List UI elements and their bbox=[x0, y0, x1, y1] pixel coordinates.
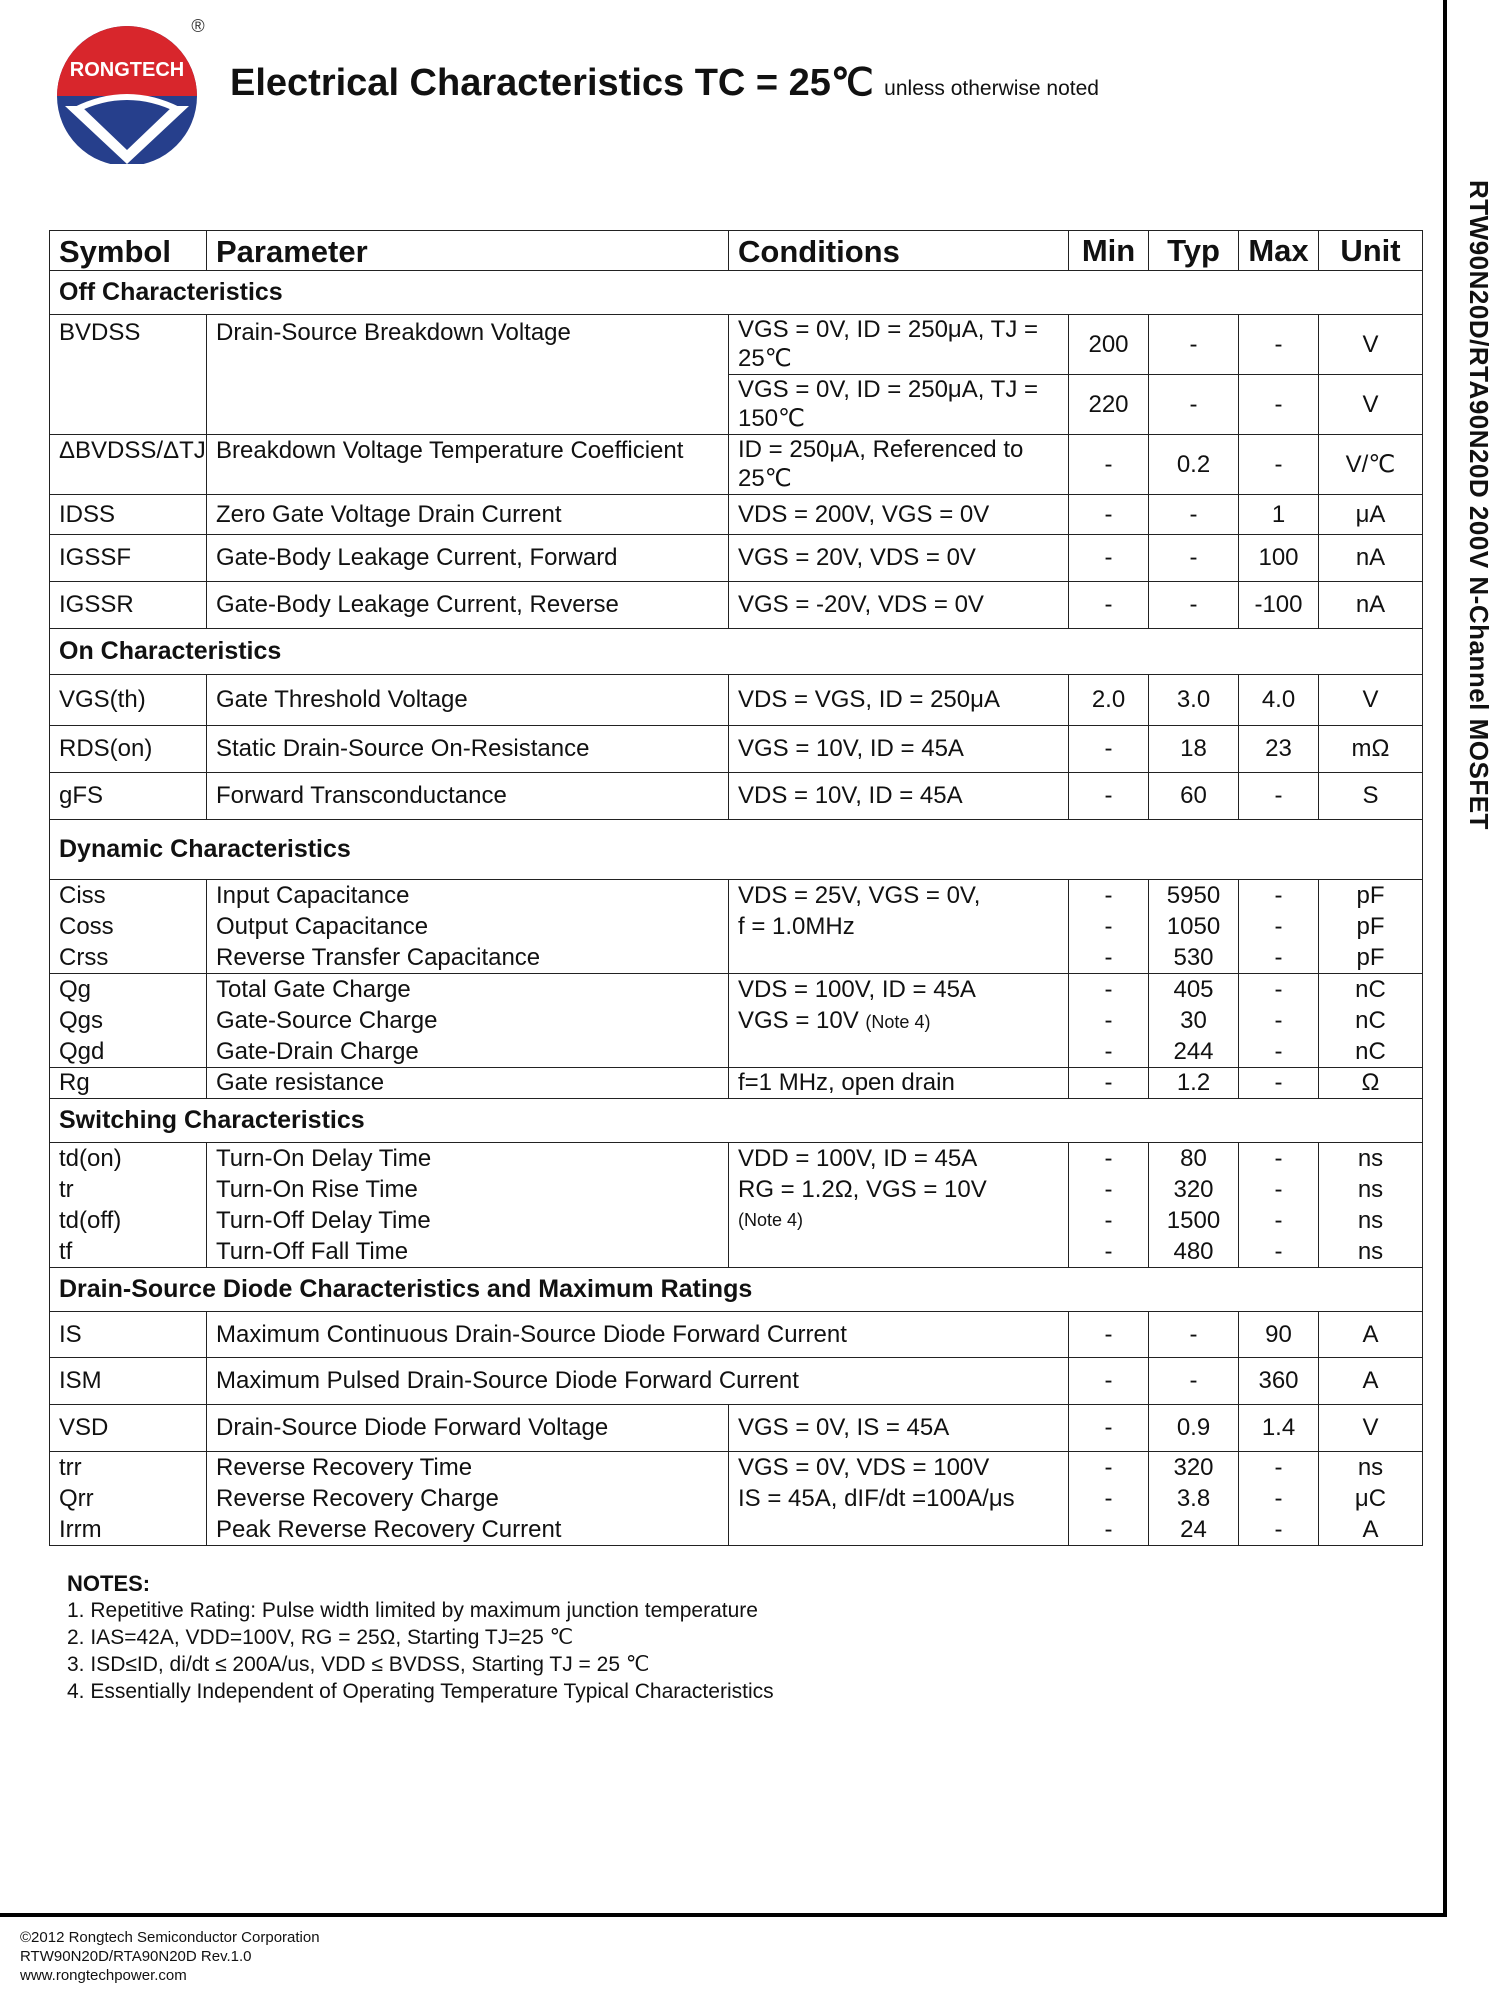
symbol-line: Qrr bbox=[59, 1485, 94, 1512]
condition-cell: ID = 250μA, Referenced to 25℃ bbox=[729, 435, 1069, 495]
max-cell: 1 bbox=[1239, 495, 1319, 535]
unit-cell: V bbox=[1319, 315, 1423, 375]
unit-cell: mΩ bbox=[1319, 726, 1423, 773]
condition-cell bbox=[729, 974, 1069, 1068]
min-cell: 2.0 bbox=[1069, 675, 1149, 726]
condition-cell: f=1 MHz, open drain bbox=[729, 1068, 1069, 1099]
parameter-cell: Gate Threshold Voltage bbox=[207, 675, 729, 726]
section-row bbox=[50, 1099, 1423, 1143]
parameter-cell bbox=[207, 1452, 729, 1546]
note-item: 3. ISD≤ID, di/dt ≤ 200A/us, VDD ≤ BVDSS, Starting TJ = 25 ℃ bbox=[67, 1653, 650, 1676]
footer bbox=[20, 1928, 320, 1985]
max-value: - bbox=[1274, 944, 1283, 971]
parameter-cell: Zero Gate Voltage Drain Current bbox=[207, 495, 729, 535]
max-cell: - bbox=[1239, 773, 1319, 820]
condition-note: (Note 4) bbox=[865, 1012, 931, 1032]
min-value: - bbox=[1104, 1176, 1113, 1203]
max-cell: 23 bbox=[1239, 726, 1319, 773]
parameter-line: Input Capacitance bbox=[216, 882, 410, 909]
min-cell: - bbox=[1069, 1358, 1149, 1405]
condition-line: VDD = 100V, ID = 45A bbox=[738, 1145, 978, 1172]
typ-cell: - bbox=[1149, 582, 1239, 629]
min-value: - bbox=[1104, 913, 1113, 940]
symbol-cell: VGS(th) bbox=[50, 675, 207, 726]
unit-value: nC bbox=[1355, 1038, 1386, 1065]
condition-line: RG = 1.2Ω, VGS = 10V bbox=[738, 1176, 987, 1203]
min-cell bbox=[1069, 974, 1149, 1068]
max-cell: - bbox=[1239, 315, 1319, 375]
condition-cell: VGS = 0V, ID = 250μA, TJ = 25℃ bbox=[729, 315, 1069, 375]
unit-cell: S bbox=[1319, 773, 1423, 820]
max-value: - bbox=[1274, 1145, 1283, 1172]
notes-title: NOTES: bbox=[67, 1571, 151, 1596]
typ-value: 320 bbox=[1173, 1176, 1214, 1203]
symbol-cell: gFS bbox=[50, 773, 207, 820]
typ-value: 320 bbox=[1173, 1454, 1214, 1481]
unit-cell bbox=[1319, 1143, 1423, 1268]
condition-cell: VGS = -20V, VDS = 0V bbox=[729, 582, 1069, 629]
symbol-cell: Rg bbox=[50, 1068, 207, 1099]
section-switching: Switching Characteristics bbox=[50, 1099, 1423, 1143]
symbol-cell bbox=[50, 1452, 207, 1546]
typ-value: 1050 bbox=[1166, 913, 1221, 940]
section-row bbox=[50, 271, 1423, 315]
symbol-cell bbox=[50, 1143, 207, 1268]
footer-copyright: ©2012 Rongtech Semiconductor Corporation bbox=[20, 1929, 320, 1946]
note-item: 1. Repetitive Rating: Pulse width limited by maximum junction temperature bbox=[67, 1599, 758, 1622]
condition-line: f = 1.0MHz bbox=[738, 913, 855, 940]
condition-cell bbox=[729, 880, 1069, 974]
parameter-cell: Maximum Continuous Drain-Source Diode Forward Current bbox=[207, 1312, 1069, 1358]
title-main: Electrical Characteristics TC = 25℃ bbox=[230, 62, 874, 104]
typ-cell: - bbox=[1149, 1312, 1239, 1358]
typ-cell bbox=[1149, 1143, 1239, 1268]
symbol-cell: ΔBVDSS/ΔTJ bbox=[50, 435, 207, 495]
typ-value: 3.8 bbox=[1176, 1485, 1211, 1512]
symbol-cell: ISM bbox=[50, 1358, 207, 1405]
min-cell: - bbox=[1069, 582, 1149, 629]
parameter-line: Turn-Off Delay Time bbox=[216, 1207, 431, 1234]
table-header-row bbox=[50, 231, 1423, 271]
footer-revision: RTW90N20D/RTA90N20D Rev.1.0 bbox=[20, 1948, 252, 1965]
condition-line: VGS = 0V, VDS = 100V bbox=[738, 1454, 990, 1481]
unit-value: pF bbox=[1356, 944, 1385, 971]
max-cell bbox=[1239, 1452, 1319, 1546]
unit-value: nC bbox=[1355, 1007, 1386, 1034]
max-cell: 360 bbox=[1239, 1358, 1319, 1405]
parameter-line: Reverse Transfer Capacitance bbox=[216, 944, 541, 971]
table-row bbox=[50, 535, 1423, 582]
symbol-cell: BVDSS bbox=[50, 315, 207, 435]
max-value: - bbox=[1274, 1516, 1283, 1543]
max-cell bbox=[1239, 880, 1319, 974]
max-value: - bbox=[1274, 1176, 1283, 1203]
unit-cell: A bbox=[1319, 1358, 1423, 1405]
max-value: - bbox=[1274, 1485, 1283, 1512]
typ-value: 244 bbox=[1173, 1038, 1214, 1065]
header-parameter: Parameter bbox=[207, 231, 729, 271]
max-value: - bbox=[1274, 882, 1283, 909]
typ-cell bbox=[1149, 1452, 1239, 1546]
condition-text: VGS = 10V bbox=[738, 1007, 859, 1034]
table-row bbox=[50, 1452, 1423, 1546]
symbol-line: Irrm bbox=[59, 1516, 102, 1543]
min-value: - bbox=[1104, 882, 1113, 909]
parameter-cell bbox=[207, 880, 729, 974]
section-dynamic: Dynamic Characteristics bbox=[50, 820, 1423, 880]
parameter-cell: Gate-Body Leakage Current, Reverse bbox=[207, 582, 729, 629]
symbol-cell bbox=[50, 974, 207, 1068]
parameter-cell: Static Drain-Source On-Resistance bbox=[207, 726, 729, 773]
typ-cell: 0.2 bbox=[1149, 435, 1239, 495]
min-cell: - bbox=[1069, 435, 1149, 495]
symbol-line: tf bbox=[59, 1238, 73, 1265]
condition-cell: VGS = 20V, VDS = 0V bbox=[729, 535, 1069, 582]
unit-value: ns bbox=[1357, 1454, 1384, 1481]
typ-cell: 3.0 bbox=[1149, 675, 1239, 726]
parameter-cell: Forward Transconductance bbox=[207, 773, 729, 820]
unit-cell bbox=[1319, 974, 1423, 1068]
max-value: - bbox=[1274, 1238, 1283, 1265]
parameter-line: Peak Reverse Recovery Current bbox=[216, 1516, 562, 1543]
typ-value: 80 bbox=[1180, 1145, 1207, 1172]
symbol-cell: IGSSR bbox=[50, 582, 207, 629]
min-value: - bbox=[1104, 944, 1113, 971]
footer-website[interactable]: www.rongtechpower.com bbox=[20, 1967, 187, 1984]
unit-cell: μA bbox=[1319, 495, 1423, 535]
table-row bbox=[50, 582, 1423, 629]
condition-cell: VGS = 10V, ID = 45A bbox=[729, 726, 1069, 773]
symbol-line: Qgd bbox=[59, 1038, 105, 1065]
section-diode: Drain-Source Diode Characteristics and Maximum Ratings bbox=[50, 1268, 1423, 1312]
min-cell: 200 bbox=[1069, 315, 1149, 375]
section-row bbox=[50, 1268, 1423, 1312]
note-item: 2. IAS=42A, VDD=100V, RG = 25Ω, Starting TJ=25 ℃ bbox=[67, 1626, 574, 1649]
parameter-line: Total Gate Charge bbox=[216, 976, 411, 1003]
header-max: Max bbox=[1239, 231, 1319, 271]
parameter-line: Gate-Source Charge bbox=[216, 1007, 438, 1034]
parameter-cell: Drain-Source Breakdown Voltage bbox=[207, 315, 729, 435]
max-cell: 1.4 bbox=[1239, 1405, 1319, 1452]
parameter-cell: Gate-Body Leakage Current, Forward bbox=[207, 535, 729, 582]
min-value: - bbox=[1104, 1485, 1113, 1512]
section-on: On Characteristics bbox=[50, 629, 1423, 675]
condition-line bbox=[738, 1005, 1059, 1036]
header-conditions: Conditions bbox=[729, 231, 1069, 271]
min-cell: - bbox=[1069, 535, 1149, 582]
symbol-line: td(off) bbox=[59, 1207, 122, 1234]
max-value: - bbox=[1274, 913, 1283, 940]
unit-cell bbox=[1319, 1452, 1423, 1546]
typ-value: 5950 bbox=[1166, 882, 1221, 909]
symbol-cell: VSD bbox=[50, 1405, 207, 1452]
parameter-line: Turn-On Delay Time bbox=[216, 1145, 432, 1172]
max-cell: 100 bbox=[1239, 535, 1319, 582]
table-row bbox=[50, 315, 1423, 375]
parameter-cell bbox=[207, 974, 729, 1068]
condition-note: (Note 4) bbox=[738, 1210, 804, 1230]
max-value: - bbox=[1274, 1207, 1283, 1234]
note-item: 4. Essentially Independent of Operating Temperature Typical Characteristics bbox=[67, 1680, 774, 1703]
max-cell bbox=[1239, 974, 1319, 1068]
page-title bbox=[230, 60, 1099, 105]
symbol-line: trr bbox=[59, 1454, 82, 1481]
condition-cell: VGS = 0V, IS = 45A bbox=[729, 1405, 1069, 1452]
table-row bbox=[50, 1405, 1423, 1452]
min-cell bbox=[1069, 880, 1149, 974]
condition-cell bbox=[729, 1143, 1069, 1268]
unit-cell: A bbox=[1319, 1312, 1423, 1358]
typ-value: 480 bbox=[1173, 1238, 1214, 1265]
condition-cell: VGS = 0V, ID = 250μA, TJ = 150℃ bbox=[729, 375, 1069, 435]
typ-cell: - bbox=[1149, 535, 1239, 582]
unit-value: A bbox=[1362, 1516, 1379, 1543]
typ-cell: - bbox=[1149, 1358, 1239, 1405]
min-cell: - bbox=[1069, 773, 1149, 820]
typ-cell: - bbox=[1149, 315, 1239, 375]
unit-value: ns bbox=[1357, 1238, 1384, 1265]
table-row bbox=[50, 675, 1423, 726]
max-cell: - bbox=[1239, 435, 1319, 495]
parameter-cell: Gate resistance bbox=[207, 1068, 729, 1099]
symbol-cell: IGSSF bbox=[50, 535, 207, 582]
typ-cell: - bbox=[1149, 375, 1239, 435]
parameter-cell: Maximum Pulsed Drain-Source Diode Forward Current bbox=[207, 1358, 1069, 1405]
min-value: - bbox=[1104, 1454, 1113, 1481]
registered-mark: ® bbox=[191, 16, 205, 36]
min-value: - bbox=[1104, 1207, 1113, 1234]
header-symbol: Symbol bbox=[50, 231, 207, 271]
condition-line: IS = 45A, dIF/dt =100A/μs bbox=[738, 1485, 1015, 1512]
min-cell: - bbox=[1069, 1068, 1149, 1099]
typ-cell: 1.2 bbox=[1149, 1068, 1239, 1099]
table-row bbox=[50, 1312, 1423, 1358]
symbol-line: tr bbox=[59, 1176, 74, 1203]
unit-value: pF bbox=[1356, 882, 1385, 909]
typ-cell bbox=[1149, 974, 1239, 1068]
typ-value: 24 bbox=[1180, 1516, 1207, 1543]
symbol-cell: IDSS bbox=[50, 495, 207, 535]
symbol-line: Qg bbox=[59, 976, 92, 1003]
min-cell: - bbox=[1069, 726, 1149, 773]
symbol-line: Coss bbox=[59, 913, 114, 940]
unit-value: μC bbox=[1354, 1485, 1387, 1512]
condition-cell: VDS = 200V, VGS = 0V bbox=[729, 495, 1069, 535]
table-row bbox=[50, 880, 1423, 974]
table-row bbox=[50, 1358, 1423, 1405]
table-row bbox=[50, 974, 1423, 1068]
parameter-cell: Breakdown Voltage Temperature Coefficient bbox=[207, 435, 729, 495]
unit-cell: nA bbox=[1319, 582, 1423, 629]
parameter-line: Output Capacitance bbox=[216, 913, 429, 940]
section-off: Off Characteristics bbox=[50, 271, 1423, 315]
logo-brand-text: RONGTECH bbox=[69, 59, 185, 81]
unit-cell: V/℃ bbox=[1319, 435, 1423, 495]
condition-line: VDS = 100V, ID = 45A bbox=[738, 976, 976, 1003]
unit-cell: nA bbox=[1319, 535, 1423, 582]
table-row bbox=[50, 1143, 1423, 1268]
table-row bbox=[50, 435, 1423, 495]
symbol-cell bbox=[50, 880, 207, 974]
min-value: - bbox=[1104, 1145, 1113, 1172]
min-cell: - bbox=[1069, 1405, 1149, 1452]
symbol-line: Qgs bbox=[59, 1007, 104, 1034]
max-value: - bbox=[1274, 1038, 1283, 1065]
unit-cell bbox=[1319, 880, 1423, 974]
min-cell bbox=[1069, 1452, 1149, 1546]
symbol-cell: IS bbox=[50, 1312, 207, 1358]
table-row bbox=[50, 1068, 1423, 1099]
table-row bbox=[50, 495, 1423, 535]
max-cell: -100 bbox=[1239, 582, 1319, 629]
typ-cell bbox=[1149, 880, 1239, 974]
max-cell bbox=[1239, 1143, 1319, 1268]
condition-line: VDS = 25V, VGS = 0V, bbox=[738, 882, 981, 909]
min-cell: 220 bbox=[1069, 375, 1149, 435]
typ-value: 1500 bbox=[1166, 1207, 1221, 1234]
title-subtitle: unless otherwise noted bbox=[884, 77, 1099, 100]
typ-cell: 0.9 bbox=[1149, 1405, 1239, 1452]
max-cell: - bbox=[1239, 375, 1319, 435]
min-cell: - bbox=[1069, 495, 1149, 535]
typ-cell: 18 bbox=[1149, 726, 1239, 773]
max-value: - bbox=[1274, 1454, 1283, 1481]
symbol-line: Crss bbox=[59, 944, 109, 971]
section-row bbox=[50, 820, 1423, 880]
table-row bbox=[50, 726, 1423, 773]
unit-value: ns bbox=[1357, 1145, 1384, 1172]
typ-cell: 60 bbox=[1149, 773, 1239, 820]
condition-cell: VDS = 10V, ID = 45A bbox=[729, 773, 1069, 820]
typ-value: 405 bbox=[1173, 976, 1214, 1003]
typ-cell: - bbox=[1149, 495, 1239, 535]
max-value: - bbox=[1274, 1007, 1283, 1034]
notes-section bbox=[67, 1570, 774, 1705]
min-value: - bbox=[1104, 1038, 1113, 1065]
parameter-cell bbox=[207, 1143, 729, 1268]
min-cell bbox=[1069, 1143, 1149, 1268]
unit-cell: Ω bbox=[1319, 1068, 1423, 1099]
max-value: - bbox=[1274, 976, 1283, 1003]
table-row bbox=[50, 773, 1423, 820]
max-cell: 4.0 bbox=[1239, 675, 1319, 726]
max-cell: - bbox=[1239, 1068, 1319, 1099]
section-row bbox=[50, 629, 1423, 675]
unit-cell: V bbox=[1319, 675, 1423, 726]
unit-value: ns bbox=[1357, 1207, 1384, 1234]
parameter-cell: Drain-Source Diode Forward Voltage bbox=[207, 1405, 729, 1452]
symbol-line: Ciss bbox=[59, 882, 106, 909]
max-cell: 90 bbox=[1239, 1312, 1319, 1358]
unit-value: nC bbox=[1355, 976, 1386, 1003]
parameter-line: Reverse Recovery Charge bbox=[216, 1485, 499, 1512]
unit-cell: V bbox=[1319, 1405, 1423, 1452]
condition-cell bbox=[729, 1452, 1069, 1546]
side-label: RTW90N20D/RTA90N20D 200V N-Channel MOSFET bbox=[1464, 180, 1494, 830]
typ-value: 530 bbox=[1173, 944, 1214, 971]
parameter-line: Gate-Drain Charge bbox=[216, 1038, 419, 1065]
electrical-characteristics-table bbox=[49, 230, 1423, 1546]
typ-value: 30 bbox=[1180, 1007, 1207, 1034]
parameter-line: Reverse Recovery Time bbox=[216, 1454, 473, 1481]
min-value: - bbox=[1104, 1238, 1113, 1265]
min-value: - bbox=[1104, 976, 1113, 1003]
min-cell: - bbox=[1069, 1312, 1149, 1358]
symbol-cell: RDS(on) bbox=[50, 726, 207, 773]
header-typ: Typ bbox=[1149, 231, 1239, 271]
rongtech-logo bbox=[55, 14, 205, 164]
header-unit: Unit bbox=[1319, 231, 1423, 271]
condition-cell: VDS = VGS, ID = 250μA bbox=[729, 675, 1069, 726]
unit-cell: V bbox=[1319, 375, 1423, 435]
min-value: - bbox=[1104, 1007, 1113, 1034]
parameter-line: Turn-On Rise Time bbox=[216, 1176, 418, 1203]
min-value: - bbox=[1104, 1516, 1113, 1543]
header-min: Min bbox=[1069, 231, 1149, 271]
unit-value: pF bbox=[1356, 913, 1385, 940]
symbol-line: td(on) bbox=[59, 1145, 122, 1172]
parameter-line: Turn-Off Fall Time bbox=[216, 1238, 409, 1265]
unit-value: ns bbox=[1357, 1176, 1384, 1203]
